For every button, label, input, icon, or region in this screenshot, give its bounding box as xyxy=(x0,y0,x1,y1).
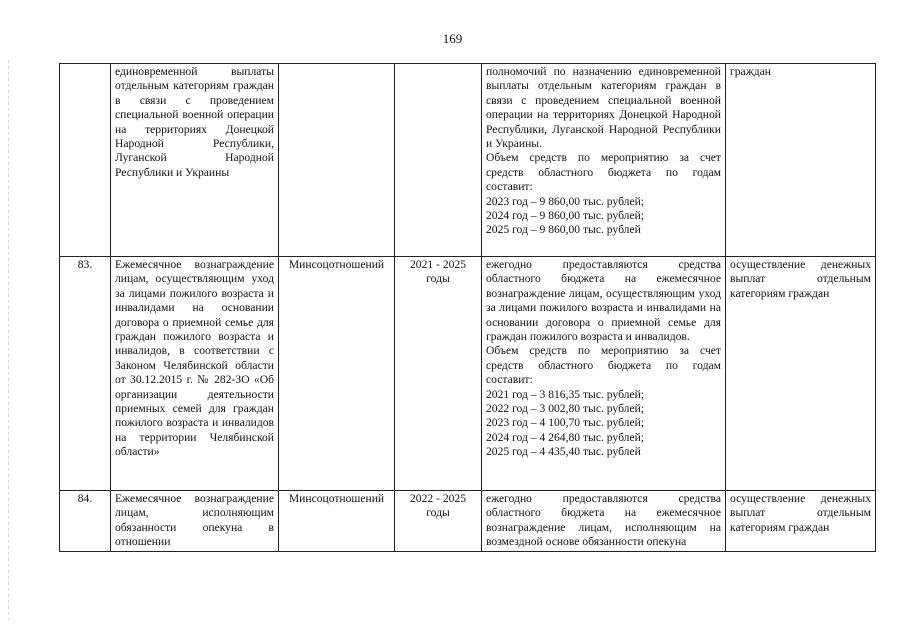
row-description: ежегодно предоставляются средства областного бюджета на ежемесячное вознаграждение лицам, осуществляющим уход за лицами пожилого возраста и инвалидами на основании договора о приемной семье для граждан пожилого возраста и инвалидов. xyxy=(486,258,721,344)
margin-dotted-line xyxy=(8,60,9,620)
row-number: 83. xyxy=(60,257,111,491)
row-funding-intro: Объем средств по мероприятию за счет средств областного бюджета по годам составит: xyxy=(486,151,721,194)
row-funding-intro: Объем средств по мероприятию за счет средств областного бюджета по годам составит: xyxy=(486,344,721,387)
row-result: осуществление денежных выплат отдельным категориям граждан xyxy=(726,491,876,552)
row-number: 84. xyxy=(60,491,111,552)
row-description: ежегодно предоставляются средства областного бюджета на ежемесячное вознаграждение лицам, исполняющим на возмездной основе обязанности опекуна xyxy=(482,491,726,552)
row-result: граждан xyxy=(726,64,876,257)
row-executor xyxy=(279,64,395,257)
row-result: осуществление денежных выплат отдельным категориям граждан xyxy=(726,257,876,491)
row-description-cell xyxy=(482,64,726,257)
row-executor: Минсоцотношений xyxy=(279,257,395,491)
row-funding-year: 2024 год – 4 264,80 тыс. рублей; xyxy=(486,430,645,444)
row-name: Ежемесячное вознаграждение лицам, исполняющим обязанности опекуна в отношении xyxy=(111,491,279,552)
row-description: полномочий по назначению единовременной выплаты отдельным категориям граждан в связи с проведением специальной военной операции на территориях Донецкой Народной Республики, Луганской Народной Республики и Украины. xyxy=(486,65,721,151)
row-name: единовременной выплаты отдельным категориям граждан в связи с проведением специальной военной операции на территориях Донецкой Народной Республики, Луганской Народной Республики и Украины xyxy=(111,64,279,257)
page-number: 169 xyxy=(442,31,463,46)
row-funding-year: 2024 год – 9 860,00 тыс. рублей; xyxy=(486,209,645,223)
row-period xyxy=(395,64,482,257)
row-name: Ежемесячное вознаграждение лицам, осуществляющим уход за лицами пожилого возраста и инвалидами на основании договора о приемной семье для граждан пожилого возраста и инвалидов, в соответствии с Законом Челябинской области от 30.12.2015 г. № 282-ЗО «Об организации деятельности приемных семей для граждан пожилого возраста и инвалидов на территории Челябинской области» xyxy=(111,257,279,491)
row-funding-year: 2023 год – 4 100,70 тыс. рублей; xyxy=(486,416,645,430)
row-funding-year: 2025 год – 9 860,00 тыс. рублей xyxy=(486,223,641,237)
program-table xyxy=(59,63,876,552)
table-row xyxy=(60,257,876,491)
row-period: 2021 - 2025 годы xyxy=(395,257,482,491)
row-executor: Минсоцотношений xyxy=(279,491,395,552)
row-funding-year: 2023 год – 9 860,00 тыс. рублей; xyxy=(486,194,645,208)
row-number xyxy=(60,64,111,257)
table-row xyxy=(60,491,876,552)
row-funding-year: 2021 год – 3 816,35 тыс. рублей; xyxy=(486,387,645,401)
table-row xyxy=(60,64,876,257)
row-funding-year: 2025 год – 4 435,40 тыс. рублей xyxy=(486,445,641,459)
row-description-cell xyxy=(482,257,726,491)
row-funding-year: 2022 год – 3 002,80 тыс. рублей; xyxy=(486,402,645,416)
row-period: 2022 - 2025 годы xyxy=(395,491,482,552)
